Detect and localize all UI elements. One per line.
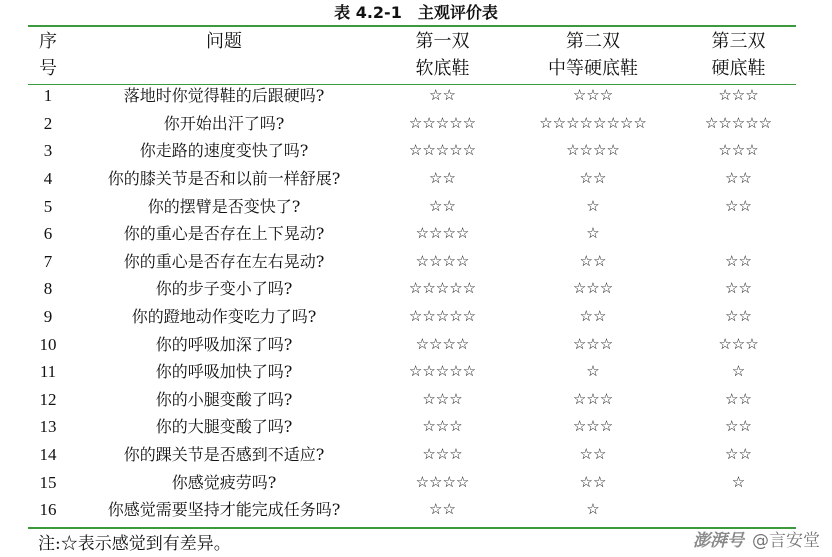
row-number: 13 — [39, 417, 57, 437]
row-number: 12 — [39, 389, 57, 409]
table-row — [28, 413, 796, 441]
row-question: 你的蹬地动作变吃力了吗? — [131, 307, 317, 327]
row-shoe1-stars: ☆☆☆☆ — [415, 251, 470, 270]
row-shoe1-stars: ☆☆ — [429, 196, 456, 215]
table-row — [28, 386, 796, 414]
row-shoe1-stars: ☆☆ — [429, 500, 456, 519]
row-question: 你的摆臂是否变快了? — [147, 196, 301, 216]
table-row — [28, 192, 796, 220]
row-shoe3-stars — [681, 496, 796, 524]
table-row — [28, 165, 796, 193]
row-shoe3-stars: ☆☆ — [725, 279, 752, 298]
header-shoe3: 第三双 硬底鞋 — [711, 31, 766, 79]
table-row — [28, 110, 796, 138]
table-row — [28, 441, 796, 469]
row-shoe3-stars: ☆ — [731, 472, 746, 491]
row-number: 10 — [39, 334, 57, 354]
row-shoe2-stars: ☆☆☆ — [572, 279, 614, 298]
row-shoe1-stars: ☆☆ — [429, 169, 456, 188]
row-shoe1-stars: ☆☆☆☆☆ — [408, 113, 477, 132]
row-shoe2-stars: ☆☆ — [579, 169, 607, 188]
evaluation-table — [28, 28, 796, 524]
row-shoe3-stars: ☆☆ — [725, 196, 752, 215]
row-question: 你的踝关节是否感到不适应? — [123, 445, 325, 465]
row-number: 2 — [43, 113, 53, 133]
row-shoe3-stars — [681, 220, 796, 248]
row-number: 3 — [43, 141, 53, 161]
row-shoe1-stars: ☆☆☆☆ — [415, 334, 470, 353]
row-shoe2-stars: ☆☆☆ — [572, 334, 614, 353]
row-shoe1-stars: ☆☆ — [429, 86, 456, 105]
row-shoe2-stars: ☆☆☆ — [572, 389, 614, 408]
row-number: 15 — [39, 472, 57, 492]
header-shoe1: 第一双 软底鞋 — [415, 31, 470, 79]
watermark-account: @言安堂 — [752, 531, 820, 551]
row-shoe2-stars: ☆☆☆ — [572, 86, 614, 105]
row-shoe3-stars: ☆☆ — [725, 445, 752, 464]
row-shoe3-stars: ☆ — [731, 362, 746, 381]
watermark-logo: 澎湃号 — [693, 531, 744, 551]
row-shoe2-stars: ☆☆ — [579, 445, 607, 464]
table-row — [28, 468, 796, 496]
table-note: 注:☆表示感觉到有差异。 — [38, 534, 231, 554]
row-shoe2-stars: ☆☆ — [579, 472, 607, 491]
row-number: 9 — [43, 307, 53, 327]
row-shoe3-stars: ☆☆☆ — [718, 334, 759, 353]
row-shoe2-stars: ☆ — [586, 224, 600, 243]
top-rule — [28, 25, 796, 27]
watermark — [693, 528, 820, 554]
row-shoe3-stars: ☆☆☆☆☆ — [704, 113, 773, 132]
row-shoe2-stars: ☆☆☆☆☆☆☆☆ — [539, 113, 647, 132]
row-question: 你的呼吸加深了吗? — [155, 334, 293, 354]
row-question: 你的呼吸加快了吗? — [155, 362, 293, 382]
row-question: 你开始出汗了吗? — [163, 113, 285, 133]
row-shoe2-stars: ☆☆☆☆ — [566, 141, 620, 160]
row-shoe3-stars: ☆☆ — [725, 307, 752, 326]
row-number: 14 — [39, 445, 57, 465]
row-question: 你的膝关节是否和以前一样舒展? — [107, 169, 341, 189]
row-number: 7 — [43, 251, 53, 271]
table-row — [28, 275, 796, 303]
table-row — [28, 82, 796, 110]
row-number: 4 — [43, 169, 53, 189]
row-shoe1-stars: ☆☆☆☆☆ — [408, 141, 477, 160]
table-row — [28, 220, 796, 248]
row-shoe3-stars: ☆☆ — [725, 389, 752, 408]
row-shoe1-stars: ☆☆☆☆ — [415, 224, 470, 243]
row-shoe3-stars: ☆☆ — [725, 169, 752, 188]
row-number: 5 — [43, 196, 53, 216]
row-question: 你的重心是否存在上下晃动? — [123, 224, 325, 244]
row-shoe1-stars: ☆☆☆ — [422, 389, 463, 408]
table-row — [28, 358, 796, 386]
row-shoe2-stars: ☆ — [586, 196, 600, 215]
table-row — [28, 137, 796, 165]
row-question: 你感觉需要坚持才能完成任务吗? — [107, 500, 341, 520]
table-row — [28, 248, 796, 276]
header-question: 问题 — [206, 31, 242, 52]
table-row — [28, 303, 796, 331]
row-shoe2-stars: ☆☆☆ — [572, 417, 614, 436]
row-number: 6 — [43, 224, 53, 244]
header-row — [28, 28, 796, 82]
header-shoe2: 第二双 中等硬底鞋 — [548, 31, 638, 79]
table-row — [28, 330, 796, 358]
row-number: 11 — [39, 362, 57, 382]
row-shoe1-stars: ☆☆☆☆☆ — [408, 362, 477, 381]
row-shoe1-stars: ☆☆☆☆☆ — [408, 307, 477, 326]
row-question: 你的步子变小了吗? — [155, 279, 293, 299]
row-shoe1-stars: ☆☆☆☆☆ — [408, 279, 477, 298]
row-question: 你走路的速度变快了吗? — [139, 141, 309, 161]
row-shoe3-stars: ☆☆☆ — [718, 141, 759, 160]
row-shoe3-stars: ☆☆ — [725, 417, 752, 436]
row-number: 8 — [43, 279, 53, 299]
table-row — [28, 496, 796, 524]
row-question: 你感觉疲劳吗? — [171, 472, 277, 492]
row-question: 你的大腿变酸了吗? — [155, 417, 293, 437]
row-shoe1-stars: ☆☆☆ — [422, 445, 463, 464]
row-shoe3-stars: ☆☆☆ — [718, 86, 759, 105]
row-question: 落地时你觉得鞋的后跟硬吗? — [123, 86, 325, 106]
row-shoe2-stars: ☆ — [586, 362, 600, 381]
row-question: 你的重心是否存在左右晃动? — [123, 251, 325, 271]
row-number: 16 — [39, 500, 57, 520]
header-no: 序 号 — [39, 31, 57, 79]
bottom-rule — [28, 527, 796, 529]
row-shoe2-stars: ☆ — [586, 500, 600, 519]
row-shoe1-stars: ☆☆☆ — [422, 417, 463, 436]
row-question: 你的小腿变酸了吗? — [155, 389, 293, 409]
row-number: 1 — [43, 86, 53, 106]
table-caption: 表 4.2-1 主观评价表 — [334, 3, 498, 22]
row-shoe2-stars: ☆☆ — [579, 307, 607, 326]
row-shoe1-stars: ☆☆☆☆ — [415, 472, 470, 491]
row-shoe3-stars: ☆☆ — [725, 251, 752, 270]
row-shoe2-stars: ☆☆ — [579, 251, 607, 270]
